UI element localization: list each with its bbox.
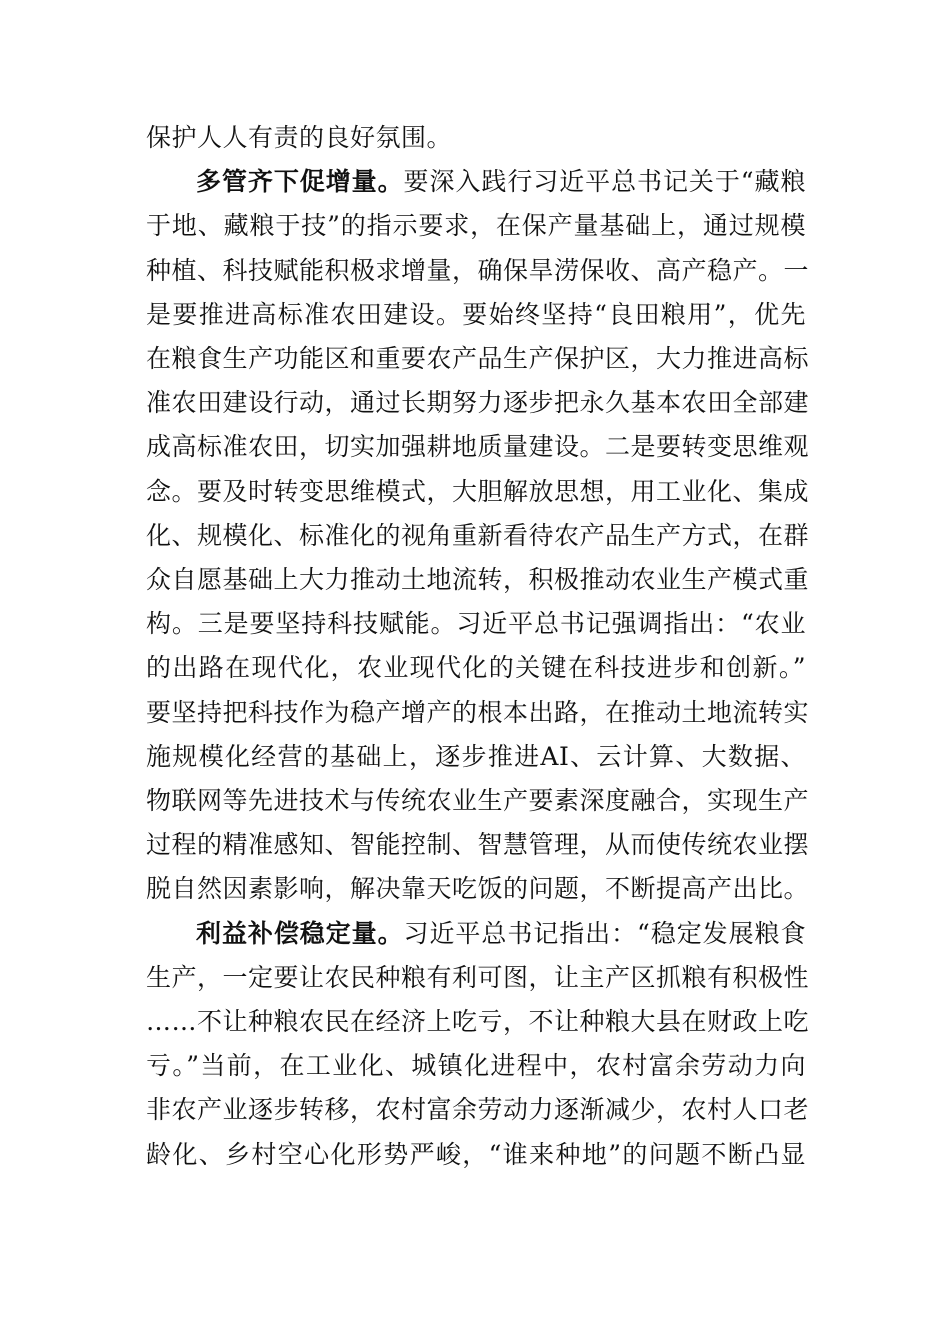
text-line: 是要推进高标准农田建设。要始终坚持“良田粮用”，优先 xyxy=(146,299,806,329)
text-line: 众自愿基础上大力推动土地流转，积极推动农业生产模式重 xyxy=(146,565,810,595)
text-line: 构。三是要坚持科技赋能。习近平总书记强调指出：“农业 xyxy=(146,609,806,639)
text-line: ……不让种粮农民在经济上吃亏，不让种粮大县在财政上吃 xyxy=(146,1007,810,1037)
text-line: 过程的精准感知、智能控制、智慧管理，从而使传统农业摆 xyxy=(146,830,810,860)
text-line: 施规模化经营的基础上，逐步推进AI、云计算、大数据、 xyxy=(146,741,806,771)
paragraph-first-line-text: 习近平总书记指出：“稳定发展粮食 xyxy=(403,918,806,948)
text-line: 保护人人有责的良好氛围。 xyxy=(146,123,453,152)
paragraph-first-line xyxy=(146,912,806,956)
text-line: 于地、藏粮于技”的指示要求，在保产量基础上，通过规模 xyxy=(146,211,806,241)
text-line: 脱自然因素影响，解决靠天吃饭的问题，不断提高产出比。 xyxy=(146,874,810,904)
text-line: 物联网等先进技术与传统农业生产要素深度融合，实现生产 xyxy=(146,786,810,816)
paragraph-lead-heading: 利益补偿稳定量。 xyxy=(196,918,404,948)
paragraph-1 xyxy=(146,116,806,160)
text-line: 在粮食生产功能区和重要农产品生产保护区，大力推进高标 xyxy=(146,344,810,374)
text-line: 亏。”当前，在工业化、城镇化进程中，农村富余劳动力向 xyxy=(146,1051,806,1081)
document-page xyxy=(146,116,810,1177)
text-line: 准农田建设行动，通过长期努力逐步把永久基本农田全部建 xyxy=(146,388,810,418)
paragraph-lead-heading: 多管齐下促增量。 xyxy=(196,167,404,197)
text-line: 龄化、乡村空心化形势严峻，“谁来种地”的问题不断凸显 xyxy=(146,1139,806,1169)
text-line: 非农产业逐步转移，农村富余劳动力逐渐减少，农村人口老 xyxy=(146,1095,810,1125)
text-line: 种植、科技赋能积极求增量，确保旱涝保收、高产稳产。一 xyxy=(146,255,810,285)
paragraph-3 xyxy=(146,912,810,1177)
text-line: 要坚持把科技作为稳产增产的根本出路，在推动土地流转实 xyxy=(146,697,810,727)
paragraph-2 xyxy=(146,160,810,911)
text-line: 成高标准农田，切实加强耕地质量建设。二是要转变思维观 xyxy=(146,432,810,462)
paragraph-first-line xyxy=(146,160,806,204)
text-line: 的出路在现代化，农业现代化的关键在科技进步和创新。” xyxy=(146,653,806,683)
text-line: 念。要及时转变思维模式，大胆解放思想，用工业化、集成 xyxy=(146,476,810,506)
text-line: 生产，一定要让农民种粮有利可图，让主产区抓粮有积极性 xyxy=(146,962,810,992)
text-line: 化、规模化、标准化的视角重新看待农产品生产方式，在群 xyxy=(146,520,810,550)
paragraph-first-line-text: 要深入践行习近平总书记关于“藏粮 xyxy=(403,167,806,197)
